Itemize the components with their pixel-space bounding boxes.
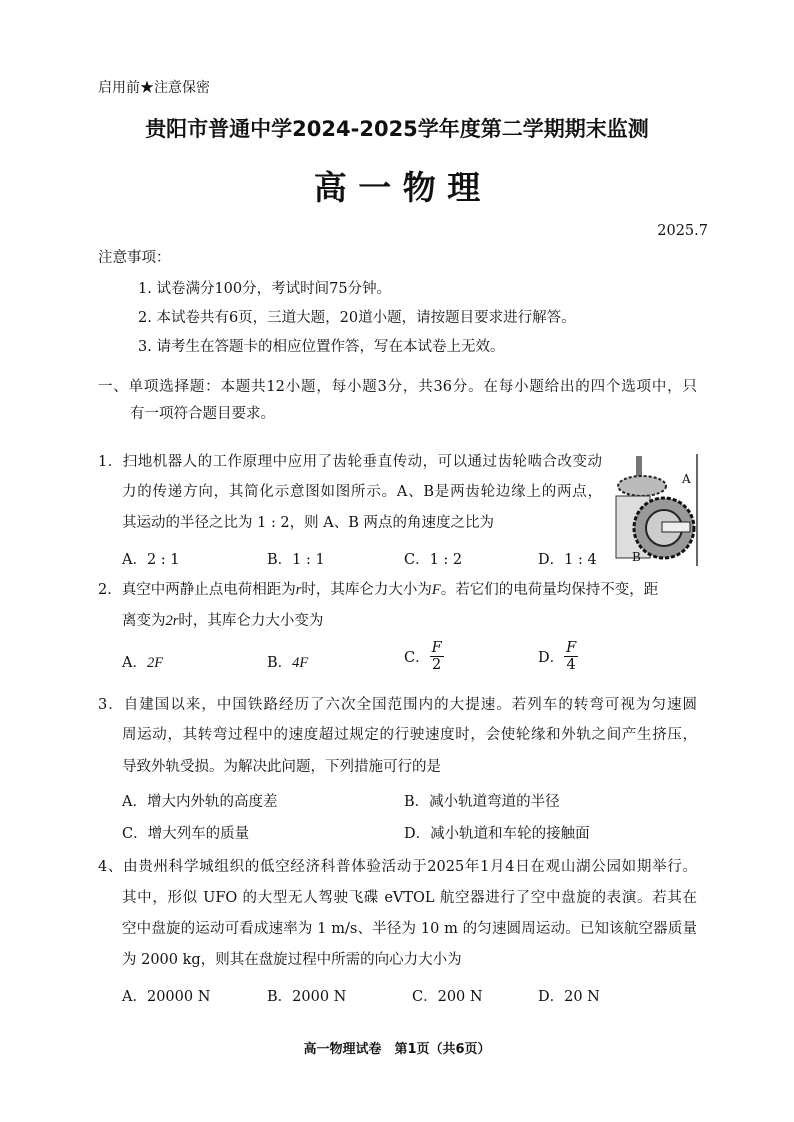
- q3-option-a: A．增大内外轨的高度差: [122, 794, 278, 810]
- question-4-text: 空中盘旋的运动可看成速率为 1 m/s、半径为 10 m 的匀速圆周运动。已知该航空器质量: [122, 921, 697, 937]
- subject-title: 高 一 物 理: [313, 168, 481, 207]
- notice-heading: 注意事项：: [98, 250, 171, 266]
- var-2r: 2r: [165, 613, 179, 629]
- q2-option-d: D． $\frac{F}{4}$: [538, 640, 577, 673]
- q4-option-b: B．2000 N: [267, 989, 347, 1005]
- question-1-text: 其运动的半径之比为 1 : 2，则 A、B 两点的角速度之比为: [122, 515, 495, 531]
- question-2-text: [122, 612, 323, 630]
- figure-label-b: B: [632, 550, 641, 564]
- question-3-text: 3．自建国以来，中国铁路经历了六次全国范围内的大提速。若列车的转弯可视为匀速圆: [98, 697, 697, 713]
- q1-option-a: A．2 : 1: [122, 552, 180, 568]
- q2-text: 时，其库仑力大小变为: [178, 613, 324, 629]
- question-4-text: 4、由贵州科学城组织的低空经济科普体验活动于2025年1月4日在观山湖公园如期举行。: [98, 859, 697, 875]
- question-3-text: 周运动，其转弯过程中的速度超过规定的行驶速度时，会使轮缘和外轨之间产生挤压，: [122, 727, 697, 743]
- question-1-text: 力的传递方向，其简化示意图如图所示。A、B是两齿轮边缘上的两点，: [122, 484, 602, 500]
- question-4-text: 其中，形似 UFO 的大型无人驾驶飞碟 eVTOL 航空器进行了空中盘旋的表演。若其在: [122, 890, 697, 906]
- q3-option-b: B．减小轨道弯道的半径: [404, 794, 560, 810]
- section-heading-cont: 有一项符合题目要求。: [130, 406, 275, 422]
- question-1-text: 1．扫地机器人的工作原理中应用了齿轮垂直传动，可以通过齿轮啮合改变动: [98, 454, 602, 470]
- q3-option-c: C．增大列车的质量: [122, 826, 250, 842]
- section-heading: 一、单项选择题：本题共12小题，每小题3分，共36分。在每小题给出的四个选项中，只: [98, 379, 697, 395]
- q2-text: 离变为: [122, 613, 166, 629]
- notice-item: 3. 请考生在答题卡的相应位置作答，写在本试卷上无效。: [138, 339, 505, 355]
- notice-item: 1. 试卷满分100分，考试时间75分钟。: [138, 281, 392, 297]
- question-3-text: 导致外轨受损。为解决此问题，下列措施可行的是: [122, 759, 441, 775]
- question-2-text: [98, 581, 697, 599]
- exam-title: 贵阳市普通中学2024-2025学年度第二学期期末监测: [145, 117, 649, 141]
- page-footer: 高一物理试卷 第1页（共6页）: [303, 1042, 491, 1057]
- q2-text: 时，其库仑力大小为: [301, 582, 432, 598]
- var-f: F: [431, 582, 441, 598]
- notice-item: 2. 本试卷共有6页，三道大题，20道小题，请按题目要求进行解答。: [138, 310, 576, 326]
- q4-option-c: C．200 N: [412, 989, 483, 1005]
- q2-option-a: A．2F: [122, 655, 164, 671]
- q2-option-c: C． $\frac{F}{2}$: [404, 640, 442, 673]
- q2-text: 2．真空中两静止点电荷相距为: [98, 582, 296, 598]
- q2-text: 。若它们的电荷量均保持不变，距: [440, 582, 659, 598]
- q4-option-a: A．20000 N: [122, 989, 211, 1005]
- var-r: r: [295, 582, 302, 598]
- confidential-label: 启用前★注意保密: [98, 80, 210, 96]
- q1-option-c: C．1 : 2: [404, 552, 463, 568]
- q4-option-d: D．20 N: [538, 989, 600, 1005]
- figure-label-a: A: [682, 472, 691, 486]
- exam-date: 2025.7: [657, 223, 708, 239]
- gear-figure: [610, 452, 700, 568]
- q2-option-b: B．4F: [267, 655, 309, 671]
- q3-option-d: D．减小轨道和车轮的接触面: [404, 826, 590, 842]
- q1-option-d: D．1 : 4: [538, 552, 597, 568]
- question-4-text: 为 2000 kg，则其在盘旋过程中所需的向心力大小为: [122, 952, 462, 968]
- q1-option-b: B．1 : 1: [267, 552, 325, 568]
